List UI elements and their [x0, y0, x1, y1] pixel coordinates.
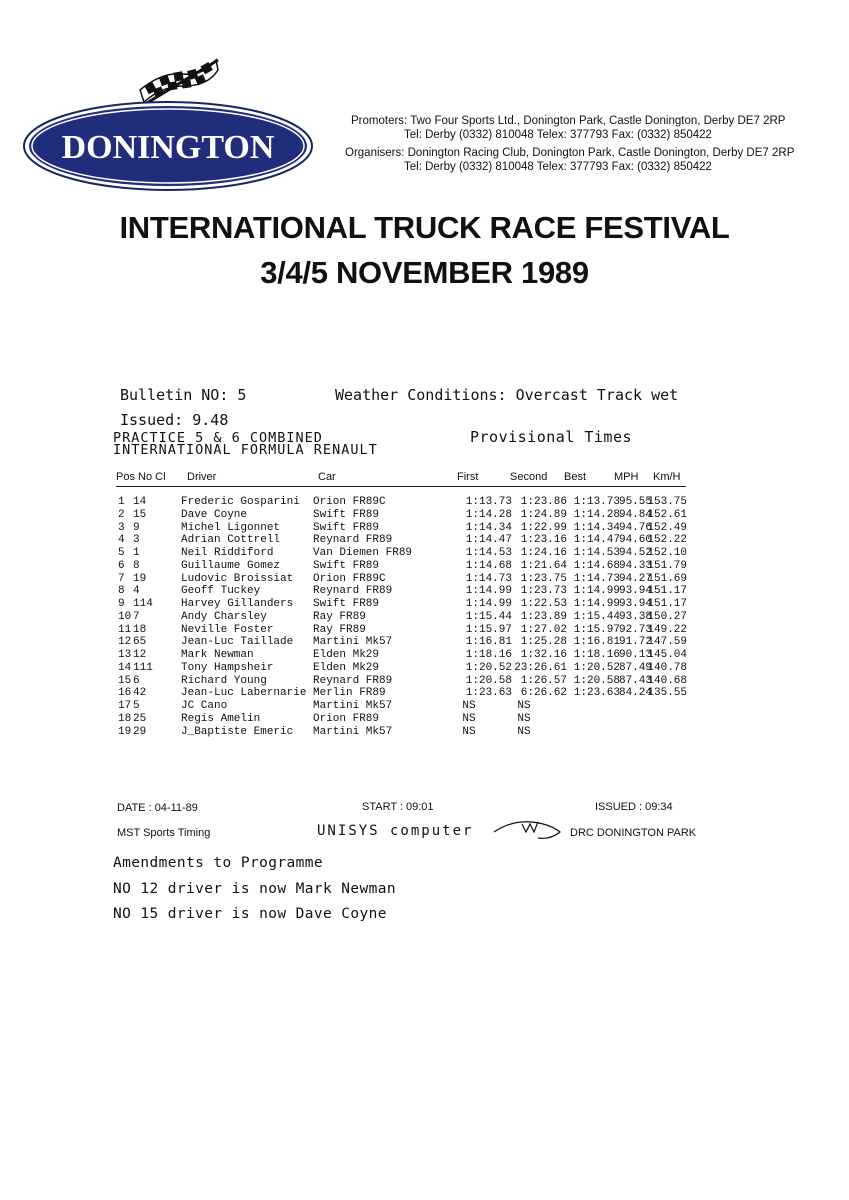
cell-best: 1:20.52	[573, 661, 620, 674]
amendment-line-2: NO 15 driver is now Dave Coyne	[113, 906, 387, 922]
cell-second: 1:21.64	[520, 559, 567, 572]
cell-driver: Frederic Gosparini	[181, 496, 300, 508]
table-row	[0, 687, 849, 700]
cell-pos: 18	[118, 712, 132, 725]
cell-no: 1	[133, 547, 140, 559]
col-driver: Driver	[187, 471, 217, 483]
cell-kmh: 140.78	[647, 661, 687, 674]
cell-car: Martini Mk57	[313, 636, 393, 649]
cell-second: 1:32.16	[520, 649, 567, 661]
cell-no: 5	[133, 700, 140, 712]
cell-first: 1:18.16	[465, 649, 512, 661]
cell-no: 3	[133, 534, 140, 547]
cell-first: 1:13.73	[465, 496, 512, 508]
amendments-heading: Amendments to Programme	[113, 855, 323, 871]
cell-best: 1:14.34	[573, 521, 620, 534]
cell-pos: 8	[118, 585, 125, 598]
cell-no: 7	[133, 610, 140, 623]
cell-no: 114	[133, 598, 153, 610]
promoters-line: Promoters: Two Four Sports Ltd., Donington Park, Castle Donington, Derby DE7 2RP	[351, 115, 786, 127]
cell-pos: 11	[118, 623, 132, 636]
cell-second: 1:23.16	[520, 534, 567, 547]
cell-car: Reynard FR89	[313, 585, 393, 598]
table-row	[0, 534, 849, 547]
cell-first: NS	[462, 712, 476, 725]
cell-kmh: 152.22	[647, 534, 687, 547]
club-label: DRC DONINGTON PARK	[570, 827, 697, 839]
cell-car: Van Diemen FR89	[313, 547, 413, 559]
cell-mph: 92.73	[618, 623, 652, 636]
cell-pos: 17	[118, 700, 132, 712]
cell-pos: 13	[118, 649, 132, 661]
cell-second: 23:26.61	[514, 661, 567, 674]
cell-pos: 5	[118, 547, 125, 559]
cell-mph: 87.43	[618, 674, 652, 687]
cell-car: Orion FR89C	[313, 496, 386, 508]
cell-mph: 93.94	[618, 585, 652, 598]
table-row	[0, 624, 849, 637]
cell-mph: 84.24	[618, 687, 652, 700]
cell-pos: 9	[118, 598, 125, 610]
cell-driver: J_Baptiste Emeric	[181, 725, 294, 738]
cell-best: 1:14.53	[573, 547, 620, 559]
cell-pos: 3	[118, 521, 125, 534]
cell-second: 1:22.53	[520, 598, 567, 610]
cell-first: 1:14.47	[465, 534, 512, 547]
weather-conditions: Weather Conditions: Overcast Track wet	[335, 386, 679, 404]
cell-kmh: 152.61	[647, 508, 687, 521]
cell-pos: 2	[118, 508, 125, 521]
cell-first: 1:14.53	[465, 547, 512, 559]
cell-kmh: 140.68	[647, 674, 687, 687]
cell-kmh: 149.22	[647, 623, 687, 636]
cell-kmh: 147.59	[647, 636, 687, 649]
cell-driver: Adrian Cottrell	[181, 534, 281, 547]
cell-pos: 1	[118, 496, 125, 508]
event-dates: 3/4/5 NOVEMBER 1989	[260, 255, 589, 290]
cell-first: 1:14.34	[465, 521, 512, 534]
provisional-label: Provisional Times	[470, 428, 633, 446]
cell-kmh: 151.17	[647, 598, 687, 610]
cell-first: 1:16.81	[465, 636, 512, 649]
timing-provider: MST Sports Timing	[117, 827, 211, 839]
cell-second: 1:24.16	[520, 547, 567, 559]
col-car: Car	[318, 471, 336, 483]
promoters-contact: Tel: Derby (0332) 810048 Telex: 377793 Fax: (0332) 850422	[404, 129, 712, 141]
cell-best: 1:14.47	[573, 534, 620, 547]
cell-mph: 90.13	[618, 649, 652, 661]
cell-kmh: 151.17	[647, 585, 687, 598]
bulletin-number: Bulletin NO: 5	[120, 386, 247, 404]
organisers-contact: Tel: Derby (0332) 810048 Telex: 377793 Fax: (0332) 850422	[404, 161, 712, 173]
cell-car: Swift FR89	[313, 598, 380, 610]
table-row	[0, 496, 849, 509]
cell-no: 6	[133, 674, 140, 687]
col-pos-no-cl: Pos No Cl	[116, 471, 166, 483]
cell-no: 18	[133, 623, 147, 636]
col-second: Second	[510, 471, 548, 483]
cell-car: Reynard FR89	[313, 534, 393, 547]
cell-car: Merlin FR89	[313, 687, 386, 700]
cell-mph: 94.33	[618, 559, 652, 572]
cell-second: 1:22.99	[520, 521, 567, 534]
cell-best: 1:14.73	[573, 572, 620, 585]
cell-best: 1:15.97	[573, 623, 620, 636]
cell-driver: Jean-Luc Taillade	[181, 636, 294, 649]
cell-kmh: 153.75	[647, 496, 687, 508]
cell-mph: 94.27	[618, 572, 652, 585]
cell-first: 1:15.44	[465, 610, 512, 623]
cell-second: 1:26.57	[520, 674, 567, 687]
cell-second: 1:23.73	[520, 585, 567, 598]
computer-label: UNISYS computer	[317, 823, 474, 839]
cell-best: 1:13.73	[573, 496, 620, 508]
cell-mph: 95.55	[618, 496, 652, 508]
cell-no: 15	[133, 508, 147, 521]
cell-driver: Harvey Gillanders	[181, 598, 294, 610]
cell-second: 1:27.02	[520, 623, 567, 636]
cell-pos: 7	[118, 572, 125, 585]
cell-best: 1:20.58	[573, 674, 620, 687]
cell-car: Elden Mk29	[313, 649, 380, 661]
cell-no: 65	[133, 636, 147, 649]
cell-pos: 10	[118, 610, 132, 623]
cell-car: Swift FR89	[313, 559, 380, 572]
cell-mph: 94.84	[618, 508, 652, 521]
cell-second: NS	[517, 712, 531, 725]
cell-first: NS	[462, 700, 476, 712]
cell-car: Swift FR89	[313, 508, 380, 521]
logo-wordmark: DONINGTON	[61, 129, 275, 166]
cell-first: 1:23.63	[465, 687, 512, 700]
cell-kmh: 151.79	[647, 559, 687, 572]
cell-first: 1:14.99	[465, 598, 512, 610]
cell-driver: Geoff Tuckey	[181, 585, 261, 598]
cell-second: 1:23.89	[520, 610, 567, 623]
cell-no: 12	[133, 649, 147, 661]
cell-driver: Jean-Luc Labernarie	[181, 687, 307, 700]
issued-time: Issued: 9.48	[120, 411, 229, 429]
cell-car: Ray FR89	[313, 623, 366, 636]
cell-mph: 93.38	[618, 610, 652, 623]
cell-car: Reynard FR89	[313, 674, 393, 687]
cell-driver: Tony Hampsheir	[181, 661, 274, 674]
date-label: DATE : 04-11-89	[117, 802, 198, 814]
table-row	[0, 662, 849, 675]
organisers-line: Organisers: Donington Racing Club, Donington Park, Castle Donington, Derby DE7 2RP	[345, 147, 795, 159]
cell-best: 1:16.81	[573, 636, 620, 649]
cell-mph: 87.49	[618, 661, 652, 674]
cell-kmh: 135.55	[647, 687, 687, 700]
cell-driver: Regis Amelin	[181, 712, 261, 725]
table-row	[0, 649, 849, 662]
cell-car: Orion FR89C	[313, 572, 386, 585]
cell-second: 1:25.28	[520, 636, 567, 649]
header-rule	[116, 486, 686, 487]
cell-best: 1:23.63	[573, 687, 620, 700]
cell-pos: 6	[118, 559, 125, 572]
col-mph: MPH	[614, 471, 639, 483]
cell-kmh: 151.69	[647, 572, 687, 585]
amendment-line-1: NO 12 driver is now Mark Newman	[113, 881, 397, 897]
start-label: START : 09:01	[362, 801, 434, 813]
cell-first: NS	[462, 725, 476, 738]
cell-best: 1:14.99	[573, 598, 620, 610]
col-first: First	[457, 471, 479, 483]
cell-best: 1:14.28	[573, 508, 620, 521]
cell-kmh: 150.27	[647, 610, 687, 623]
cell-second: NS	[517, 700, 531, 712]
cell-second: 6:26.62	[520, 687, 567, 700]
cell-first: 1:14.73	[465, 572, 512, 585]
cell-mph: 91.72	[618, 636, 652, 649]
table-row	[0, 611, 849, 624]
cell-pos: 16	[118, 687, 132, 700]
table-row	[0, 547, 849, 560]
table-row	[0, 700, 849, 713]
cell-driver: Mark Newman	[181, 649, 254, 661]
cell-no: 4	[133, 585, 140, 598]
col-best: Best	[564, 471, 587, 483]
cell-driver: Neil Riddiford	[181, 547, 274, 559]
cell-car: Orion FR89	[313, 712, 380, 725]
cell-kmh: 152.49	[647, 521, 687, 534]
event-title: INTERNATIONAL TRUCK RACE FESTIVAL	[119, 210, 730, 245]
table-row	[0, 713, 849, 726]
cell-car: Elden Mk29	[313, 661, 380, 674]
cell-first: 1:14.68	[465, 559, 512, 572]
cell-second: 1:23.75	[520, 572, 567, 585]
cell-best: 1:14.68	[573, 559, 620, 572]
cell-driver: JC Cano	[181, 700, 228, 712]
cell-second: 1:23.86	[520, 496, 567, 508]
cell-no: 42	[133, 687, 147, 700]
table-row	[0, 509, 849, 522]
cell-mph: 93.94	[618, 598, 652, 610]
cell-driver: Andy Charsley	[181, 610, 267, 623]
table-row	[0, 585, 849, 598]
cell-kmh: 145.04	[647, 649, 687, 661]
cell-car: Martini Mk57	[313, 725, 393, 738]
table-row	[0, 636, 849, 649]
results-header	[0, 471, 849, 487]
cell-driver: Guillaume Gomez	[181, 559, 281, 572]
cell-first: 1:15.97	[465, 623, 512, 636]
cell-first: 1:20.52	[465, 661, 512, 674]
cell-driver: Richard Young	[181, 674, 267, 687]
table-row	[0, 675, 849, 688]
cell-kmh: 152.10	[647, 547, 687, 559]
cell-no: 9	[133, 521, 140, 534]
cell-car: Swift FR89	[313, 521, 380, 534]
cell-pos: 14	[118, 661, 132, 674]
cell-driver: Dave Coyne	[181, 508, 248, 521]
cell-no: 19	[133, 572, 147, 585]
cell-no: 29	[133, 725, 147, 738]
cell-mph: 94.76	[618, 521, 652, 534]
donington-logo	[22, 52, 314, 192]
cell-mph: 94.52	[618, 547, 652, 559]
table-row	[0, 573, 849, 586]
cell-car: Martini Mk57	[313, 700, 393, 712]
cell-no: 14	[133, 496, 147, 508]
cell-driver: Michel Ligonnet	[181, 521, 281, 534]
cell-no: 8	[133, 559, 140, 572]
issued-label: ISSUED : 09:34	[595, 801, 673, 813]
scribble-icon	[492, 814, 564, 846]
cell-first: 1:14.28	[465, 508, 512, 521]
practice-title: PRACTICE 5 & 6 COMBINED	[113, 430, 323, 446]
cell-pos: 19	[118, 725, 132, 738]
table-row	[0, 598, 849, 611]
cell-best: 1:15.44	[573, 610, 620, 623]
cell-pos: 15	[118, 674, 132, 687]
cell-no: 25	[133, 712, 147, 725]
cell-pos: 12	[118, 636, 132, 649]
cell-car: Ray FR89	[313, 610, 366, 623]
cell-best: 1:14.99	[573, 585, 620, 598]
cell-pos: 4	[118, 534, 125, 547]
cell-second: 1:24.89	[520, 508, 567, 521]
cell-first: 1:20.58	[465, 674, 512, 687]
cell-no: 111	[133, 661, 153, 674]
cell-mph: 94.60	[618, 534, 652, 547]
cell-driver: Neville Foster	[181, 623, 274, 636]
cell-second: NS	[517, 725, 531, 738]
series-title: INTERNATIONAL FORMULA RENAULT	[113, 442, 378, 458]
table-row	[0, 726, 849, 739]
cell-best: 1:18.16	[573, 649, 620, 661]
table-row	[0, 560, 849, 573]
cell-first: 1:14.99	[465, 585, 512, 598]
col-kmh: Km/H	[653, 471, 681, 483]
table-row	[0, 522, 849, 535]
cell-driver: Ludovic Broissiat	[181, 572, 294, 585]
